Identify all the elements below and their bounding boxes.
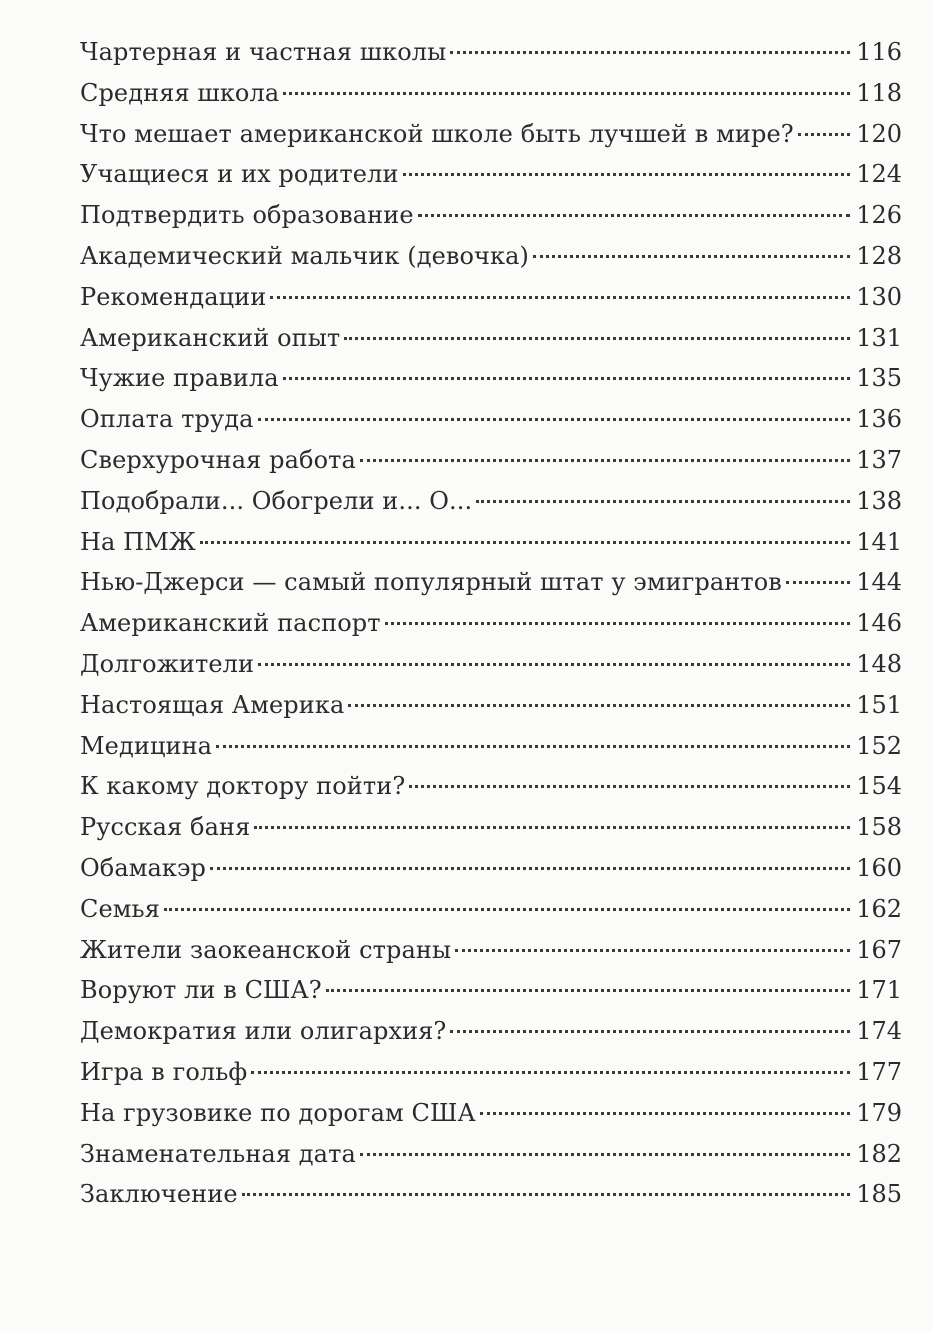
toc-entry-page-number: 151 [856,690,902,719]
toc-entry-page-number: 135 [856,364,902,393]
toc-entry-title: К какому доктору пойти? [80,772,406,801]
toc-entry-title: Воруют ли в США? [80,976,322,1005]
toc-entry [80,358,902,399]
toc-entry [80,481,902,522]
toc-entry-page-number: 177 [856,1057,902,1086]
dot-leader [216,745,850,748]
dot-leader [200,541,850,544]
toc-entry-page-number: 171 [856,976,902,1005]
toc-entry [80,930,902,971]
toc-entry-title: Семья [80,894,160,923]
toc-entry [80,1134,902,1175]
dot-leader [251,1071,850,1074]
dot-leader [476,500,850,503]
table-of-contents [80,32,902,1215]
toc-entry [80,603,902,644]
toc-entry-page-number: 128 [856,241,902,270]
toc-entry-title: Нью-Джерси — самый популярный штат у эмигрантов [80,568,782,597]
toc-entry-page-number: 144 [856,568,902,597]
dot-leader [385,622,851,625]
toc-entry-page-number: 154 [856,772,902,801]
toc-entry-page-number: 182 [856,1139,902,1168]
dot-leader [258,663,850,666]
dot-leader [360,459,850,462]
toc-entry-page-number: 148 [856,649,902,678]
dot-leader [348,704,850,707]
toc-entry [80,1052,902,1093]
toc-entry [80,1093,902,1134]
toc-entry [80,32,902,73]
toc-entry-title: Настоящая Америка [80,690,345,719]
toc-entry-title: Долгожители [80,649,255,678]
toc-entry-page-number: 118 [856,78,902,107]
toc-entry-page-number: 158 [856,813,902,842]
toc-entry [80,114,902,155]
toc-entry-title: Демократия или олигархия? [80,1017,447,1046]
toc-entry-page-number: 146 [856,609,902,638]
toc-entry-page-number: 152 [856,731,902,760]
toc-entry-title: Что мешает американской школе быть лучшей в мире? [80,119,794,148]
toc-entry-title: Средняя школа [80,78,280,107]
dot-leader [283,92,850,95]
toc-entry-title: Американский опыт [80,323,341,352]
toc-entry-title: Чужие правила [80,364,279,393]
toc-entry-page-number: 131 [856,323,902,352]
toc-entry [80,848,902,889]
toc-entry [80,766,902,807]
dot-leader [270,296,850,299]
dot-leader [533,255,850,258]
toc-entry [80,685,902,726]
toc-entry-page-number: 167 [856,935,902,964]
toc-entry-title: Подтвердить образование [80,201,414,230]
toc-entry [80,73,902,114]
toc-entry [80,440,902,481]
toc-entry-title: На грузовике по дорогам США [80,1098,476,1127]
toc-entry-title: Рекомендации [80,282,267,311]
dot-leader [360,1153,850,1156]
toc-entry-title: Игра в гольф [80,1057,248,1086]
toc-entry-title: Знаменательная дата [80,1139,356,1168]
toc-entry-page-number: 174 [856,1017,902,1046]
dot-leader [450,1030,850,1033]
toc-entry-title: Чартерная и частная школы [80,38,447,66]
toc-entry-page-number: 116 [856,38,902,66]
toc-entry-page-number: 126 [856,201,902,230]
toc-entry-title: Подобрали... Обогрели и... О... [80,486,473,515]
dot-leader [798,133,850,136]
dot-leader [283,377,851,380]
toc-entry-page-number: 124 [856,160,902,189]
toc-entry-title: Жители заокеанской страны [80,935,452,964]
toc-entry-title: Оплата труда [80,405,254,434]
dot-leader [210,867,850,870]
toc-entry [80,726,902,767]
dot-leader [450,51,850,54]
toc-entry [80,522,902,563]
toc-entry [80,807,902,848]
toc-entry [80,562,902,603]
toc-entry-page-number: 162 [856,894,902,923]
toc-entry-title: Учащиеся и их родители [80,160,399,189]
toc-entry-page-number: 136 [856,405,902,434]
toc-entry-title: На ПМЖ [80,527,196,556]
toc-entry [80,889,902,930]
toc-entry-title: Русская баня [80,813,251,842]
dot-leader [480,1112,850,1115]
dot-leader [164,908,850,911]
toc-entry-page-number: 138 [856,486,902,515]
toc-entry-page-number: 130 [856,282,902,311]
toc-entry [80,970,902,1011]
dot-leader [409,785,850,788]
toc-entry-page-number: 179 [856,1098,902,1127]
toc-entry-page-number: 120 [856,119,902,148]
toc-entry-title: Медицина [80,731,213,760]
dot-leader [786,581,850,584]
dot-leader [254,826,850,829]
toc-entry [80,1174,902,1215]
toc-entry [80,318,902,359]
toc-entry [80,277,902,318]
toc-entry-page-number: 137 [856,445,902,474]
toc-entry-title: Американский паспорт [80,609,381,638]
toc-entry-page-number: 141 [856,527,902,556]
toc-entry-title: Заключение [80,1180,238,1209]
dot-leader [344,337,850,340]
toc-entry [80,1011,902,1052]
toc-entry-title: Сверхурочная работа [80,445,356,474]
dot-leader [418,214,851,217]
toc-entry [80,154,902,195]
dot-leader [258,418,851,421]
toc-entry-page-number: 185 [856,1180,902,1209]
dot-leader [242,1193,851,1196]
toc-entry [80,236,902,277]
dot-leader [455,949,850,952]
toc-entry-title: Обамакэр [80,853,207,882]
toc-entry [80,399,902,440]
dot-leader [403,173,851,176]
toc-entry [80,644,902,685]
dot-leader [326,989,850,992]
toc-entry-title: Академический мальчик (девочка) [80,241,529,270]
toc-entry-page-number: 160 [856,853,902,882]
toc-entry [80,195,902,236]
